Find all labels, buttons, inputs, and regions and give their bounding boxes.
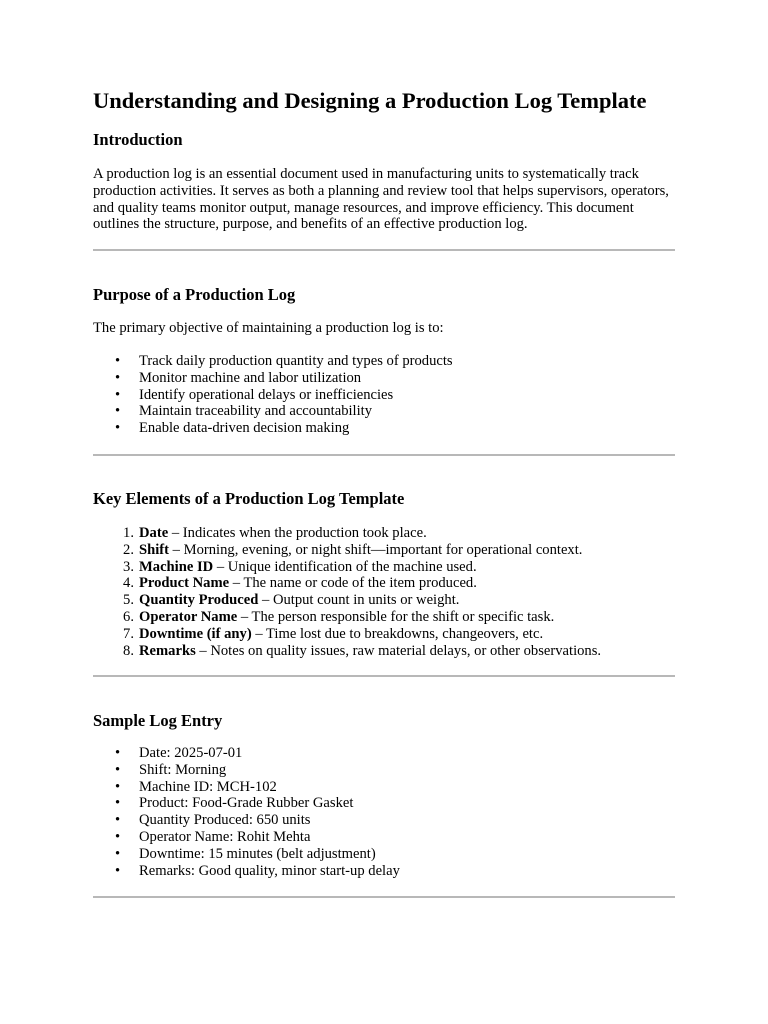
bullet-icon: • [115, 795, 121, 812]
sample-heading: Sample Log Entry [93, 711, 223, 730]
list-item: • Track daily production quantity and types of products [115, 353, 453, 369]
list-item: 6. Operator Name – The person responsible for the shift or specific task. [123, 608, 555, 625]
bullet-icon: • [115, 812, 121, 829]
list-item: • Date: 2025-07-01 [115, 745, 243, 761]
section-divider [93, 896, 675, 898]
document-title: Understanding and Designing a Production Log Template [93, 88, 647, 113]
list-item: 2. Shift – Morning, evening, or night shift—important for operational context. [123, 541, 583, 558]
list-item: • Downtime: 15 minutes (belt adjustment) [115, 845, 376, 862]
key-elements-heading: Key Elements of a Production Log Template [93, 489, 405, 508]
key-elements-list [93, 525, 601, 659]
purpose-intro: The primary objective of maintaining a production log is to: [93, 320, 444, 336]
purpose-heading: Purpose of a Production Log [93, 285, 296, 304]
sample-list [93, 745, 400, 879]
introduction-paragraph: A production log is an essential document used in manufacturing units to systematically track production activities. It serves as both a planning and review tool that helps supervisors, operators, and quality teams monitor output, manage resources, and improve efficiency. This document outlines the structure, purpose, and benefits of an effective production log. [93, 166, 669, 233]
list-item: 1. Date – Indicates when the production took place. [123, 525, 427, 541]
list-item: 4. Product Name – The name or code of the item produced. [123, 575, 477, 592]
bullet-icon: • [115, 761, 121, 778]
list-item: • Maintain traceability and accountability [115, 403, 373, 420]
bullet-icon: • [115, 778, 121, 795]
bullet-icon: • [115, 828, 121, 845]
bullet-icon: • [115, 845, 121, 862]
list-item: • Monitor machine and labor utilization [115, 369, 362, 386]
section-divider [93, 249, 675, 251]
list-item: • Enable data-driven decision making [115, 420, 350, 437]
section-divider [93, 675, 675, 677]
introduction-heading: Introduction [93, 130, 183, 149]
list-item: • Machine ID: MCH-102 [115, 778, 277, 795]
purpose-list [93, 353, 453, 437]
bullet-icon: • [115, 862, 121, 879]
list-item: 5. Quantity Produced – Output count in units or weight. [123, 592, 460, 609]
bullet-icon: • [115, 369, 121, 386]
bullet-icon: • [115, 403, 121, 420]
bullet-icon: • [115, 745, 121, 761]
list-item: • Quantity Produced: 650 units [115, 812, 311, 829]
bullet-icon: • [115, 353, 121, 369]
bullet-icon: • [115, 386, 121, 403]
list-item: • Product: Food-Grade Rubber Gasket [115, 795, 354, 812]
list-item: 3. Machine ID – Unique identification of the machine used. [123, 558, 477, 575]
section-divider [93, 454, 675, 456]
list-item: 8. Remarks – Notes on quality issues, raw material delays, or other observations. [123, 642, 602, 659]
list-item: • Operator Name: Rohit Mehta [115, 828, 311, 845]
list-item: • Shift: Morning [115, 761, 227, 778]
bullet-icon: • [115, 420, 121, 437]
list-item: • Remarks: Good quality, minor start-up delay [115, 862, 400, 879]
list-item: • Identify operational delays or inefficiencies [115, 386, 394, 403]
list-item: 7. Downtime (if any) – Time lost due to breakdowns, changeovers, etc. [123, 625, 544, 642]
